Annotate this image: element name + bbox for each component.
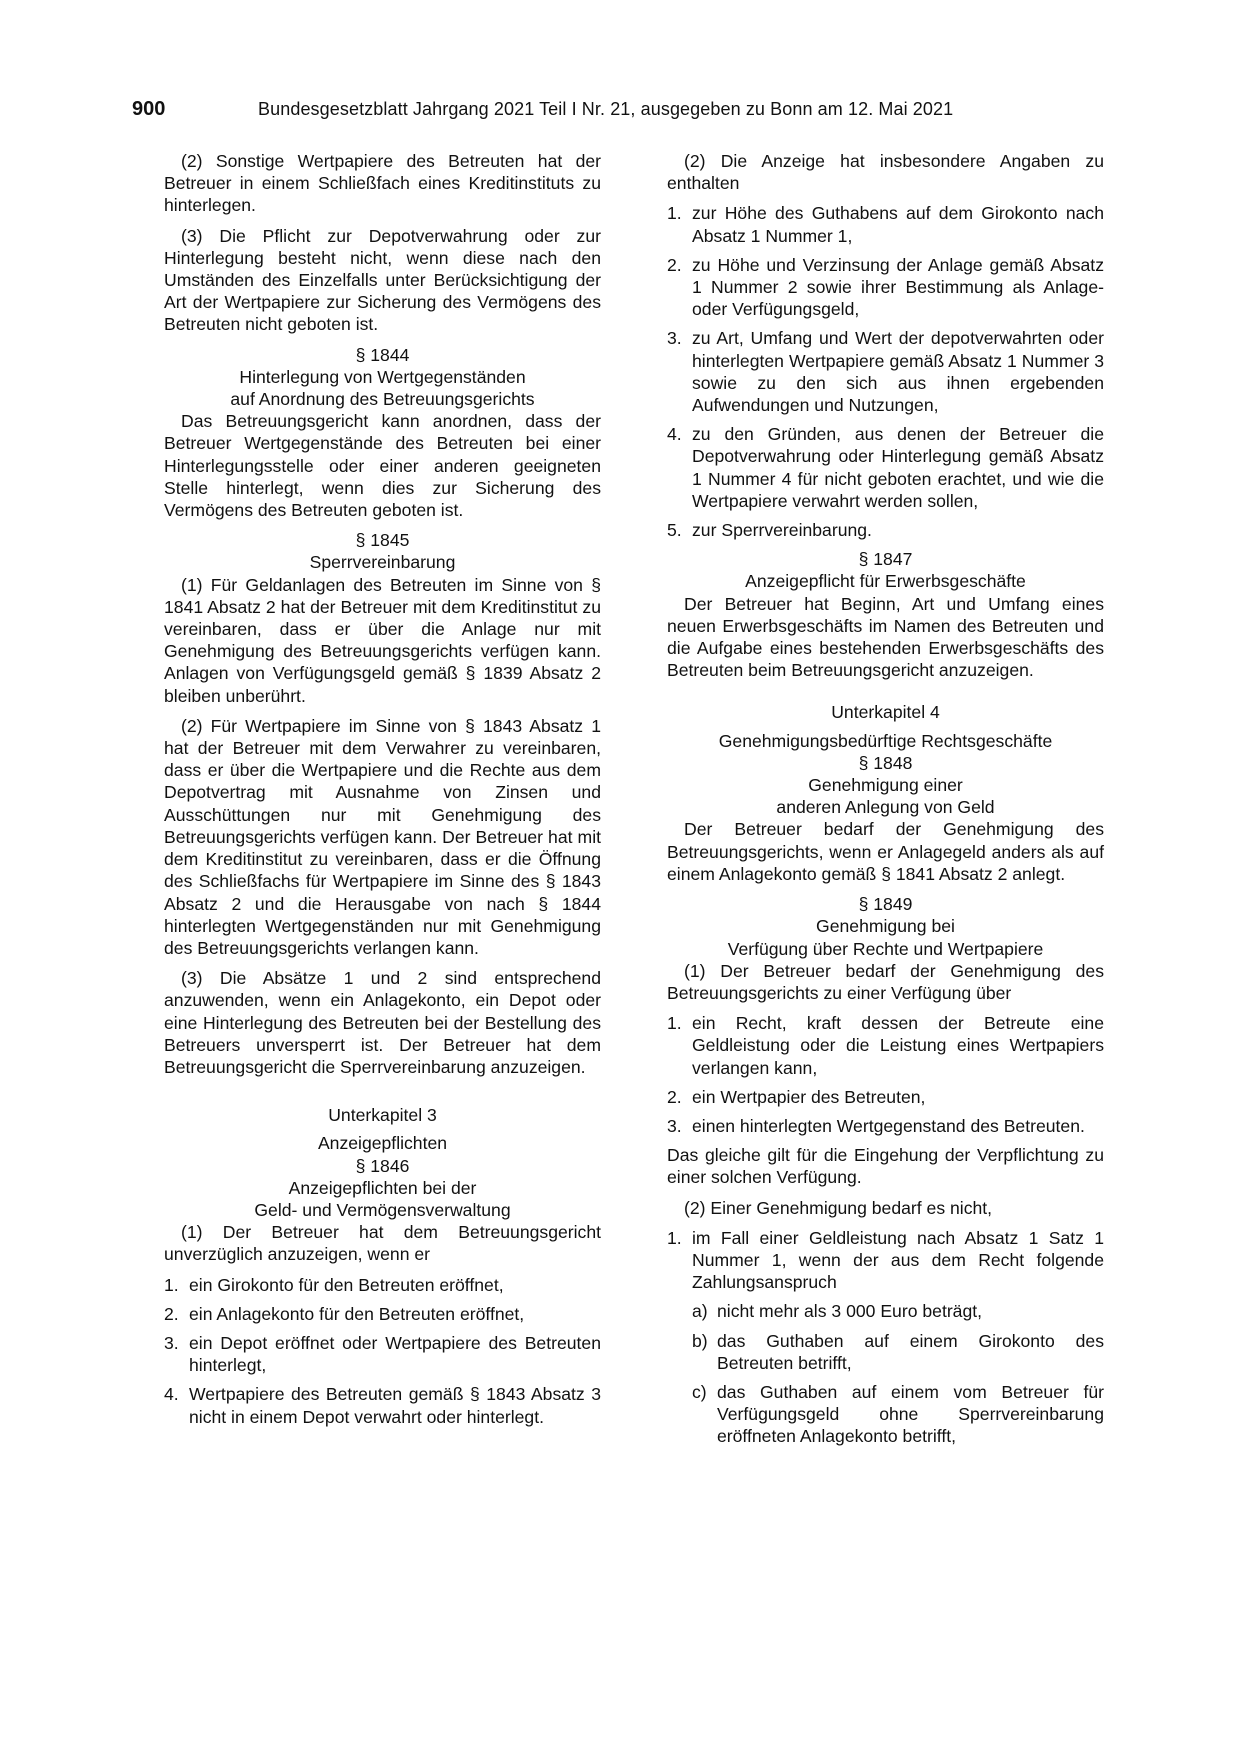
section-title: Hinterlegung von Wertgegenständen: [239, 366, 526, 387]
subchapter-label: Unterkapitel 4: [831, 702, 940, 723]
section-title: Anzeigepflicht für Erwerbsgeschäfte: [745, 571, 1026, 592]
page-header: [132, 98, 1109, 122]
list-text: ein Wertpapier des Betreuten,: [692, 1086, 926, 1107]
section-title: Genehmigung einer: [808, 775, 963, 796]
section-title: Geld- und Vermögensverwaltung: [254, 1199, 511, 1220]
list-item: [667, 327, 1104, 416]
list-number: 5.: [667, 520, 682, 541]
list-item: [164, 1383, 601, 1427]
list-text: im Fall einer Geldleistung nach Absatz 1 Satz 1 Nummer 1, wenn der aus dem Recht folgende Zahlungsanspruch: [692, 1227, 1104, 1293]
list-text: zu den Gründen, aus denen der Betreuer die Depotverwahrung oder Hinterlegung gemäß Absatz 1 Nummer 4 für nicht geboten erachtet, und wie die Wertpapiere verwahrt werden sollen,: [692, 424, 1104, 511]
paragraph: Das gleiche gilt für die Eingehung der Verpflichtung zu einer solchen Verfügung.: [667, 1145, 1104, 1188]
list-text: das Guthaben auf einem vom Betreuer für Verfügungsgeld ohne Sperrvereinbarung eröffneten Anlagekonto betrifft,: [717, 1381, 1104, 1447]
list-text: zu Art, Umfang und Wert der depotverwahrten oder hinterlegten Wertpapiere gemäß Absatz 1 Nummer 3 sowie zu den sich aus ihnen ergebenden Aufwendungen und Nutzungen,: [692, 328, 1104, 416]
list-item: [667, 423, 1104, 512]
list-number: 1.: [164, 1274, 179, 1295]
list-letter: a): [692, 1301, 708, 1322]
section-title: Sperrvereinbarung: [309, 552, 456, 573]
list-number: 4.: [164, 1384, 179, 1405]
section-title: auf Anordnung des Betreuungsgerichts: [230, 389, 535, 410]
paragraph: (3) Die Pflicht zur Depotverwahrung oder zur Hinterlegung besteht nicht, wenn diese nach den Umständen des Einzelfalls unter Berücksichtigung der Art der Wertpapiere zur Sicherung des Vermögens des Betreuten nicht geboten ist.: [164, 225, 601, 335]
section-title: Verfügung über Rechte und Wertpapiere: [727, 938, 1044, 959]
list-item: [667, 202, 1104, 246]
list-number: 3.: [667, 328, 682, 349]
section-number: § 1847: [858, 549, 913, 570]
section-number: § 1849: [858, 894, 913, 915]
subchapter-title: Genehmigungsbedürftige Rechtsgeschäfte: [718, 730, 1053, 751]
list-text: Wertpapiere des Betreuten gemäß § 1843 Absatz 3 nicht in einem Depot verwahrt oder hinterlegt.: [189, 1384, 601, 1427]
paragraph: Der Betreuer bedarf der Genehmigung des Betreuungsgerichts, wenn er Anlagegeld anders als auf einem Anlagekonto gemäß § 1841 Absatz 2 anlegt.: [667, 819, 1104, 884]
list-number: 1.: [667, 203, 682, 224]
paragraph: Das Betreuungsgericht kann anordnen, dass der Betreuer Wertgegenstände des Betreuten bei einer Hinterlegungsstelle oder einer anderen geeigneten Stelle hinterlegt, wenn dies zur Sicherung des Vermögens des Betreuten geboten ist.: [164, 411, 601, 521]
list-item: [164, 1332, 601, 1376]
list-text: zu Höhe und Verzinsung der Anlage gemäß Absatz 1 Nummer 2 sowie ihrer Bestimmung als Anlage- oder Verfügungsgeld,: [692, 254, 1104, 320]
list-number: 2.: [667, 1086, 682, 1107]
list-item: [667, 1115, 1104, 1137]
paragraph: Der Betreuer hat Beginn, Art und Umfang eines neuen Erwerbsgeschäfts im Namen des Betreuten und die Aufgabe eines bestehenden Erwerbsgeschäfts des Betreuten beim Betreuungsgericht anzuzeigen.: [667, 593, 1104, 681]
list-text: einen hinterlegten Wertgegenstand des Betreuten.: [692, 1115, 1085, 1136]
section-number: § 1846: [355, 1155, 410, 1176]
paragraph: (2) Einer Genehmigung bedarf es nicht,: [684, 1197, 993, 1218]
list-number: 3.: [667, 1115, 682, 1136]
sub-list-item: [667, 1300, 1104, 1322]
sub-list-item: [667, 1330, 1104, 1374]
list-number: 1.: [667, 1227, 682, 1248]
list-text: ein Anlagekonto für den Betreuten eröffnet,: [189, 1303, 525, 1324]
list-text: zur Höhe des Guthabens auf dem Girokonto nach Absatz 1 Nummer 1,: [692, 203, 1104, 246]
list-text: nicht mehr als 3 000 Euro beträgt,: [717, 1301, 983, 1322]
paragraph: (3) Die Absätze 1 und 2 sind entsprechend anzuwenden, wenn ein Anlagekonto, ein Depot oder eine Hinterlegung des Betreuten bei der Bestellung des Betreuers unversperrt ist. Der Betreuer hat dem Betreuungsgericht die Sperrvereinbarung anzuzeigen.: [164, 968, 601, 1077]
section-title: Anzeigepflichten bei der: [288, 1177, 477, 1198]
list-item: [667, 1086, 1104, 1108]
list-letter: c): [692, 1381, 707, 1402]
section-title: anderen Anlegung von Geld: [776, 797, 995, 818]
list-text: zur Sperrvereinbarung.: [692, 520, 872, 541]
paragraph: (1) Für Geldanlagen des Betreuten im Sinne von § 1841 Absatz 2 hat der Betreuer mit dem Kreditinstitut zu vereinbaren, dass er über die Anlage nur mit Genehmigung des Betreuungsgerichts verfügen kann. Anlagen von Verfügungsgeld gemäß § 1839 Absatz 2 bleiben unberührt.: [164, 574, 601, 706]
list-text: ein Depot eröffnet oder Wertpapiere des Betreuten hinterlegt,: [189, 1332, 601, 1376]
subchapter-label: Unterkapitel 3: [328, 1105, 437, 1126]
section-number: § 1848: [858, 752, 913, 773]
list-item: [667, 254, 1104, 321]
list-text: ein Girokonto für den Betreuten eröffnet,: [189, 1274, 504, 1295]
list-text: das Guthaben auf einem Girokonto des Betreuten betrifft,: [717, 1330, 1104, 1373]
running-head: Bundesgesetzblatt Jahrgang 2021 Teil I Nr. 21, ausgegeben zu Bonn am 12. Mai 2021: [258, 99, 954, 119]
list-number: 3.: [164, 1332, 179, 1353]
section-number: § 1844: [355, 344, 410, 365]
subchapter-title: Anzeigepflichten: [317, 1133, 448, 1154]
list-number: 4.: [667, 424, 682, 445]
list-item: [667, 519, 1104, 541]
right-column: [667, 150, 1104, 1455]
list-number: 2.: [164, 1303, 179, 1324]
list-item: [164, 1303, 601, 1325]
paragraph: (2) Sonstige Wertpapiere des Betreuten hat der Betreuer in einem Schließfach eines Kreditinstituts zu hinterlegen.: [164, 151, 601, 216]
list-number: 1.: [667, 1013, 682, 1034]
paragraph: (1) Der Betreuer bedarf der Genehmigung des Betreuungsgerichts zu einer Verfügung über: [667, 960, 1104, 1003]
page-number: 900: [132, 98, 166, 120]
list-item: [667, 1012, 1104, 1079]
list-text: ein Recht, kraft dessen der Betreute eine Geldleistung oder die Leistung eines Wertpapiers verlangen kann,: [692, 1013, 1104, 1078]
paragraph: (2) Für Wertpapiere im Sinne von § 1843 Absatz 1 hat der Betreuer mit dem Verwahrer zu vereinbaren, dass er über die Wertpapiere und die Rechte aus dem Depotvertrag mit Ausnahme von Zinsen und Ausschüttungen nur mit Genehmigung des Betreuungsgerichts verfügen kann. Der Betreuer hat mit dem Kreditinstitut zu vereinbaren, dass er die Öffnung des Schließfachs für Wertpapiere im Sinne des § 1843 Absatz 2 und die Herausgabe von nach § 1844 hinterlegten Wertgegenständen nur mit Genehmigung des Betreuungsgerichts verlangen kann.: [164, 715, 601, 958]
left-column: [164, 150, 601, 1435]
section-title: Genehmigung bei: [816, 916, 955, 937]
list-item: [667, 1227, 1104, 1294]
paragraph: (1) Der Betreuer hat dem Betreuungsgericht unverzüglich anzuzeigen, wenn er: [164, 1222, 601, 1265]
paragraph: (2) Die Anzeige hat insbesondere Angaben zu enthalten: [667, 151, 1104, 194]
list-number: 2.: [667, 254, 682, 275]
sub-list-item: [667, 1381, 1104, 1448]
section-number: § 1845: [355, 530, 410, 551]
list-letter: b): [692, 1330, 708, 1351]
list-item: [164, 1274, 601, 1296]
